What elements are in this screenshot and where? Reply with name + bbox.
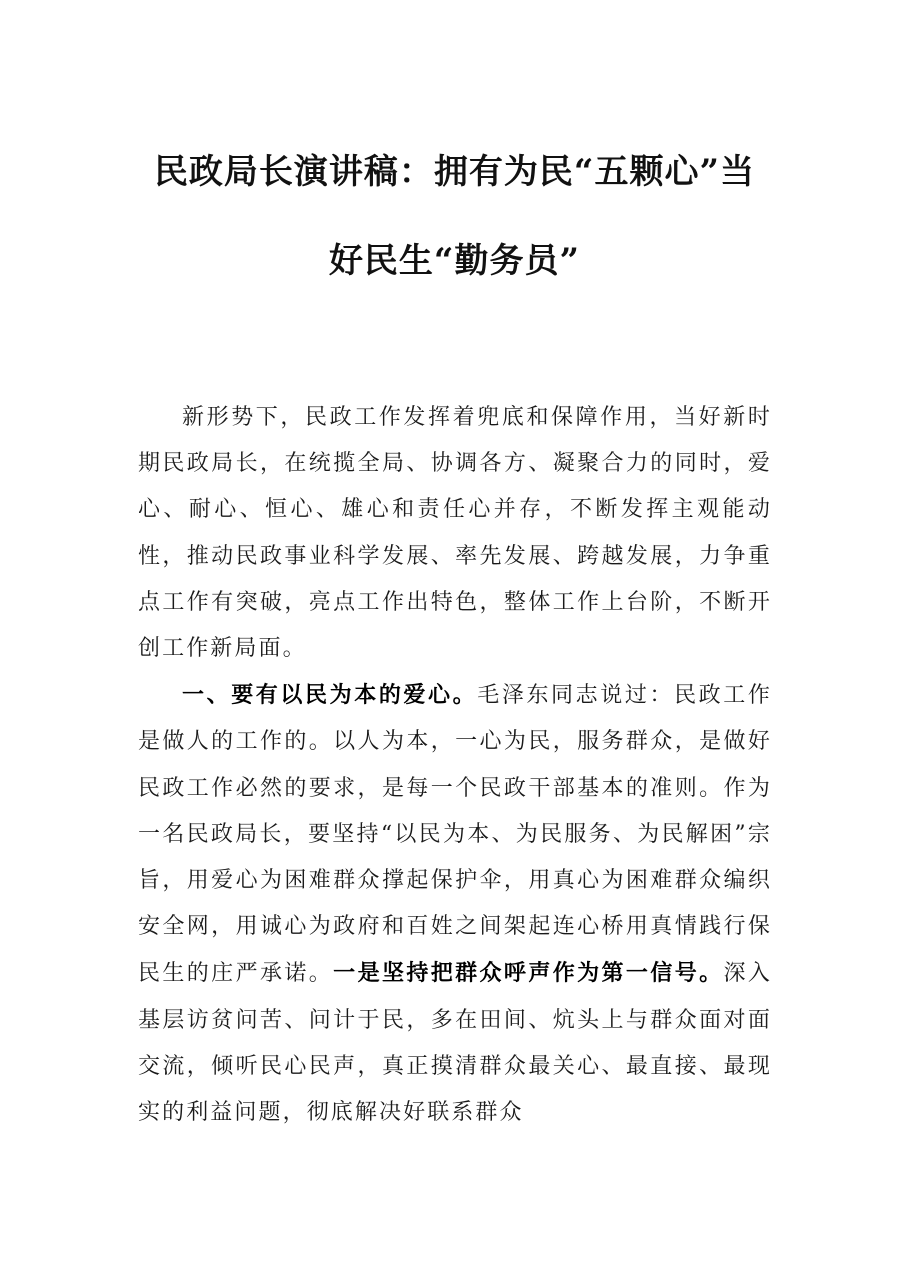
section-text-2: 深入基层访贫问苦、问计于民，多在田间、炕头上与群众面对面交流，倾听民心民声，真正摸清群众最关心、最直接、最现实的利益问题，彻底解决好联系群众 [138, 961, 772, 1126]
paragraph-intro-text: 新形势下，民政工作发挥着兜底和保障作用，当好新时期民政局长，在统揽全局、协调各方、凝聚合力的同时，爱心、耐心、恒心、雄心和责任心并存，不断发挥主观能动性，推动民政事业科学发展、率先发展、跨越发展，力争重点工作有突破，亮点工作出特色，整体工作上台阶，不断开创工作新局面。 [138, 405, 772, 662]
document-body [138, 395, 772, 1136]
section-subheading: 一是坚持把群众呼声作为第一信号。 [333, 960, 724, 987]
paragraph-intro [138, 395, 772, 672]
paragraph-section-one [138, 672, 772, 1136]
section-text-1: 毛泽东同志说过：民政工作是做人的工作的。以人为本，一心为民，服务群众，是做好民政工作必然的要求，是每一个民政干部基本的准则。作为一名民政局长，要坚持“以民为本、为民服务、为民解困”宗旨，用爱心为困难群众撑起保护伞，用真心为困难群众编织安全网，用诚心为政府和百姓之间架起连心桥用真情践行保民生的庄严承诺。 [138, 683, 772, 987]
document-title-line-1: 民政局长演讲稿：拥有为民“五颗心”当 [153, 152, 756, 192]
section-heading: 一、要有以民为本的爱心。 [182, 682, 478, 709]
document-title-line-2: 好民生“勤务员” [328, 241, 581, 281]
